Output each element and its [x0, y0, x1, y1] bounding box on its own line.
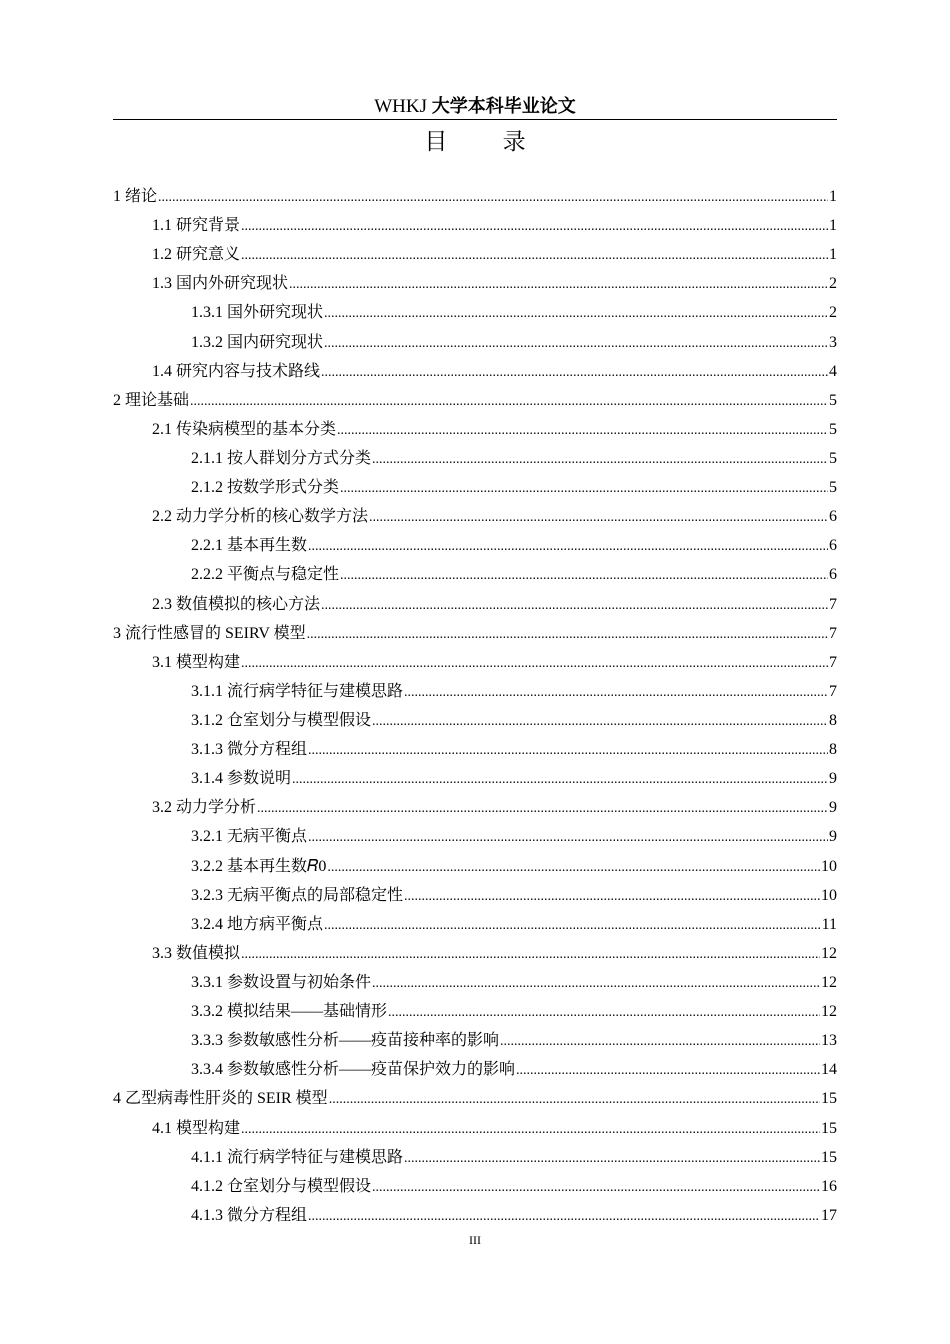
toc-entry-page: 8 [829, 711, 837, 729]
toc-entry[interactable] [113, 1143, 837, 1172]
toc-entry-title: 4.1.3 微分方程组 [191, 1206, 308, 1224]
toc-entry-page: 1 [829, 217, 837, 235]
page-number: III [469, 1233, 481, 1247]
toc-entry-title: 3.1.2 仓室划分与模型假设 [191, 711, 372, 729]
toc-entry-title: 2.2 动力学分析的核心数学方法 [152, 508, 369, 526]
toc-entry[interactable] [113, 706, 837, 735]
toc-entry-page: 13 [821, 1032, 837, 1050]
toc-entry[interactable] [113, 1055, 837, 1084]
toc-entry-title: 2.1 传染病模型的基本分类 [152, 420, 337, 438]
toc-leader-dots [372, 1173, 820, 1202]
toc-entry[interactable] [113, 560, 837, 589]
toc-entry[interactable] [113, 357, 837, 386]
toc-entry-page: 1 [829, 246, 837, 264]
toc-entry-title: 1.1 研究背景 [152, 217, 241, 235]
toc-entry-page: 5 [829, 449, 837, 467]
toc-entry-title: 3.2.2 基本再生数𝑅0 [191, 857, 327, 875]
toc-leader-dots [307, 620, 828, 649]
toc-entry-page: 9 [829, 770, 837, 788]
toc-entry[interactable] [113, 444, 837, 473]
toc-entry-page: 14 [821, 1061, 837, 1079]
toc-entry-page: 12 [821, 1003, 837, 1021]
toc-leader-dots [324, 329, 828, 358]
toc-entry-page: 2 [829, 304, 837, 322]
toc-entry[interactable] [113, 939, 837, 968]
toc-entry-page: 12 [821, 973, 837, 991]
toc-entry[interactable] [113, 822, 837, 851]
toc-entry-page: 15 [821, 1119, 837, 1137]
running-header [113, 94, 837, 120]
toc-entry-page: 5 [829, 420, 837, 438]
toc-entry-title: 1.3.2 国内研究现状 [191, 333, 324, 351]
toc-leader-dots [337, 416, 828, 445]
toc-entry-title: 3.3.3 参数敏感性分析——疫苗接种率的影响 [191, 1032, 500, 1050]
toc-leader-dots [404, 882, 820, 911]
toc-entry-page: 15 [821, 1148, 837, 1166]
toc-entry[interactable] [113, 182, 837, 211]
toc-entry-title: 3 流行性感冒的 SEIRV 模型 [113, 624, 306, 642]
toc-leader-dots [324, 299, 828, 328]
toc-entry-page: 9 [829, 799, 837, 817]
toc-entry-page: 3 [829, 333, 837, 351]
toc-entry-title: 1.3.1 国外研究现状 [191, 304, 324, 322]
toc-leader-dots [321, 591, 828, 620]
toc-entry-page: 17 [821, 1206, 837, 1224]
toc-leader-dots [340, 474, 828, 503]
toc-entry-page: 10 [821, 857, 837, 875]
toc-leader-dots [190, 387, 828, 416]
toc-entry[interactable] [113, 269, 837, 298]
toc-leader-dots [369, 503, 828, 532]
toc-entry-page: 7 [829, 624, 837, 642]
toc-entry-title: 1.3 国内外研究现状 [152, 275, 289, 293]
toc-entry-title: 2.1.1 按人群划分方式分类 [191, 449, 372, 467]
header-title: 大学本科毕业论文 [431, 96, 576, 117]
toc-leader-dots [241, 649, 828, 678]
toc-leader-dots [516, 1056, 820, 1085]
toc-entry-title: 3.1.1 流行病学特征与建模思路 [191, 682, 404, 700]
toc-entry-title: 1.4 研究内容与技术路线 [152, 362, 321, 380]
toc-entry[interactable] [113, 910, 837, 939]
toc-leader-dots [292, 765, 828, 794]
toc-entry-title: 3.2.1 无病平衡点 [191, 828, 308, 846]
toc-entry-title: 2.3 数值模拟的核心方法 [152, 595, 321, 613]
toc-leader-dots [327, 853, 820, 882]
toc-entry-page: 8 [829, 741, 837, 759]
toc-entry-page: 5 [829, 391, 837, 409]
toc-entry-page: 1 [829, 188, 837, 205]
toc-leader-dots [308, 532, 828, 561]
toc-entry-title: 3.2.3 无病平衡点的局部稳定性 [191, 886, 404, 904]
toc-entry-title: 1 绪论 [113, 188, 158, 205]
toc-entry[interactable] [113, 1201, 837, 1230]
toc-entry-page: 6 [829, 537, 837, 555]
toc-entry[interactable] [113, 1172, 837, 1201]
toc-leader-dots [308, 1202, 820, 1231]
toc-entry[interactable] [113, 735, 837, 764]
toc-entry-title: 3.3.1 参数设置与初始条件 [191, 973, 372, 991]
toc-entry-title: 3.3.4 参数敏感性分析——疫苗保护效力的影响 [191, 1061, 516, 1079]
toc-entry[interactable] [113, 531, 837, 560]
toc-leader-dots [404, 1144, 820, 1173]
toc-leader-dots [257, 794, 828, 823]
toc-entry[interactable] [113, 415, 837, 444]
toc-entry-title: 3.3 数值模拟 [152, 944, 241, 962]
toc-entry[interactable] [113, 240, 837, 269]
toc-entry[interactable] [113, 852, 837, 881]
toc-entry-title: 1.2 研究意义 [152, 246, 241, 264]
toc-leader-dots [308, 823, 828, 852]
toc-leader-dots [372, 445, 828, 474]
toc-entry[interactable] [113, 502, 837, 531]
toc-entry-title: 3.1.4 参数说明 [191, 770, 292, 788]
toc-entry[interactable] [113, 590, 837, 619]
header-abbrev: WHKJ [374, 96, 428, 117]
toc-entry-page: 9 [829, 828, 837, 846]
toc-entry[interactable] [113, 386, 837, 415]
toc-entry-page: 5 [829, 479, 837, 497]
toc-leader-dots [241, 212, 828, 241]
toc-entry-title: 4.1 模型构建 [152, 1119, 241, 1137]
toc-entry-page: 6 [829, 566, 837, 584]
toc-leader-dots [241, 241, 828, 270]
toc-leader-dots [340, 561, 828, 590]
toc-entry-title: 2.2.2 平衡点与稳定性 [191, 566, 340, 584]
toc-entry-title: 3.1.3 微分方程组 [191, 741, 308, 759]
toc-leader-dots [372, 969, 820, 998]
header-rule [113, 119, 837, 120]
toc-entry-title: 3.1 模型构建 [152, 653, 241, 671]
toc-entry-page: 7 [829, 595, 837, 613]
toc-entry-title: 2 理论基础 [113, 391, 190, 409]
toc-leader-dots [500, 1027, 820, 1056]
toc-leader-dots [372, 707, 828, 736]
toc-entry-title: 4.1.2 仓室划分与模型假设 [191, 1177, 372, 1195]
toc-leader-dots [321, 358, 828, 387]
toc-entry[interactable] [113, 648, 837, 677]
toc-entry-page: 7 [829, 682, 837, 700]
toc-entry-title: 3.2 动力学分析 [152, 799, 257, 817]
toc-leader-dots [388, 998, 820, 1027]
toc-entry-page: 16 [821, 1177, 837, 1195]
toc-entry[interactable] [113, 1114, 837, 1143]
toc-entry-title: 2.1.2 按数学形式分类 [191, 479, 340, 497]
toc-leader-dots [241, 1115, 820, 1144]
toc-entry-page: 2 [829, 275, 837, 293]
toc-entry-title: 4 乙型病毒性肝炎的 SEIR 模型 [113, 1090, 328, 1108]
toc-title: 目 录 [424, 129, 550, 155]
table-of-contents [113, 182, 837, 1230]
toc-entry-page: 11 [821, 915, 837, 933]
toc-entry[interactable] [113, 473, 837, 502]
toc-entry-title: 3.2.4 地方病平衡点 [191, 915, 324, 933]
toc-entry-page: 15 [821, 1090, 837, 1108]
toc-entry[interactable] [113, 764, 837, 793]
toc-entry-page: 7 [829, 653, 837, 671]
toc-entry[interactable] [113, 677, 837, 706]
toc-entry[interactable] [113, 968, 837, 997]
toc-leader-dots [324, 911, 821, 940]
toc-entry[interactable] [113, 1084, 837, 1113]
toc-leader-dots [404, 678, 828, 707]
toc-leader-dots [241, 940, 820, 969]
toc-leader-dots [158, 183, 828, 212]
toc-entry[interactable] [113, 619, 837, 648]
toc-entry-page: 6 [829, 508, 837, 526]
toc-entry-page: 10 [821, 886, 837, 904]
toc-leader-dots [329, 1085, 820, 1114]
toc-entry-page: 4 [829, 362, 837, 380]
toc-leader-dots [308, 736, 828, 765]
toc-entry-title: 3.3.2 模拟结果——基础情形 [191, 1003, 388, 1021]
toc-entry[interactable] [113, 328, 837, 357]
toc-entry-title: 4.1.1 流行病学特征与建模思路 [191, 1148, 404, 1166]
toc-entry-page: 12 [821, 944, 837, 962]
toc-entry[interactable] [113, 1026, 837, 1055]
toc-entry[interactable] [113, 997, 837, 1026]
toc-entry-title: 2.2.1 基本再生数 [191, 537, 308, 555]
toc-entry[interactable] [113, 793, 837, 822]
toc-entry[interactable] [113, 881, 837, 910]
toc-leader-dots [289, 270, 828, 299]
toc-entry[interactable] [113, 211, 837, 240]
toc-entry[interactable] [113, 298, 837, 327]
